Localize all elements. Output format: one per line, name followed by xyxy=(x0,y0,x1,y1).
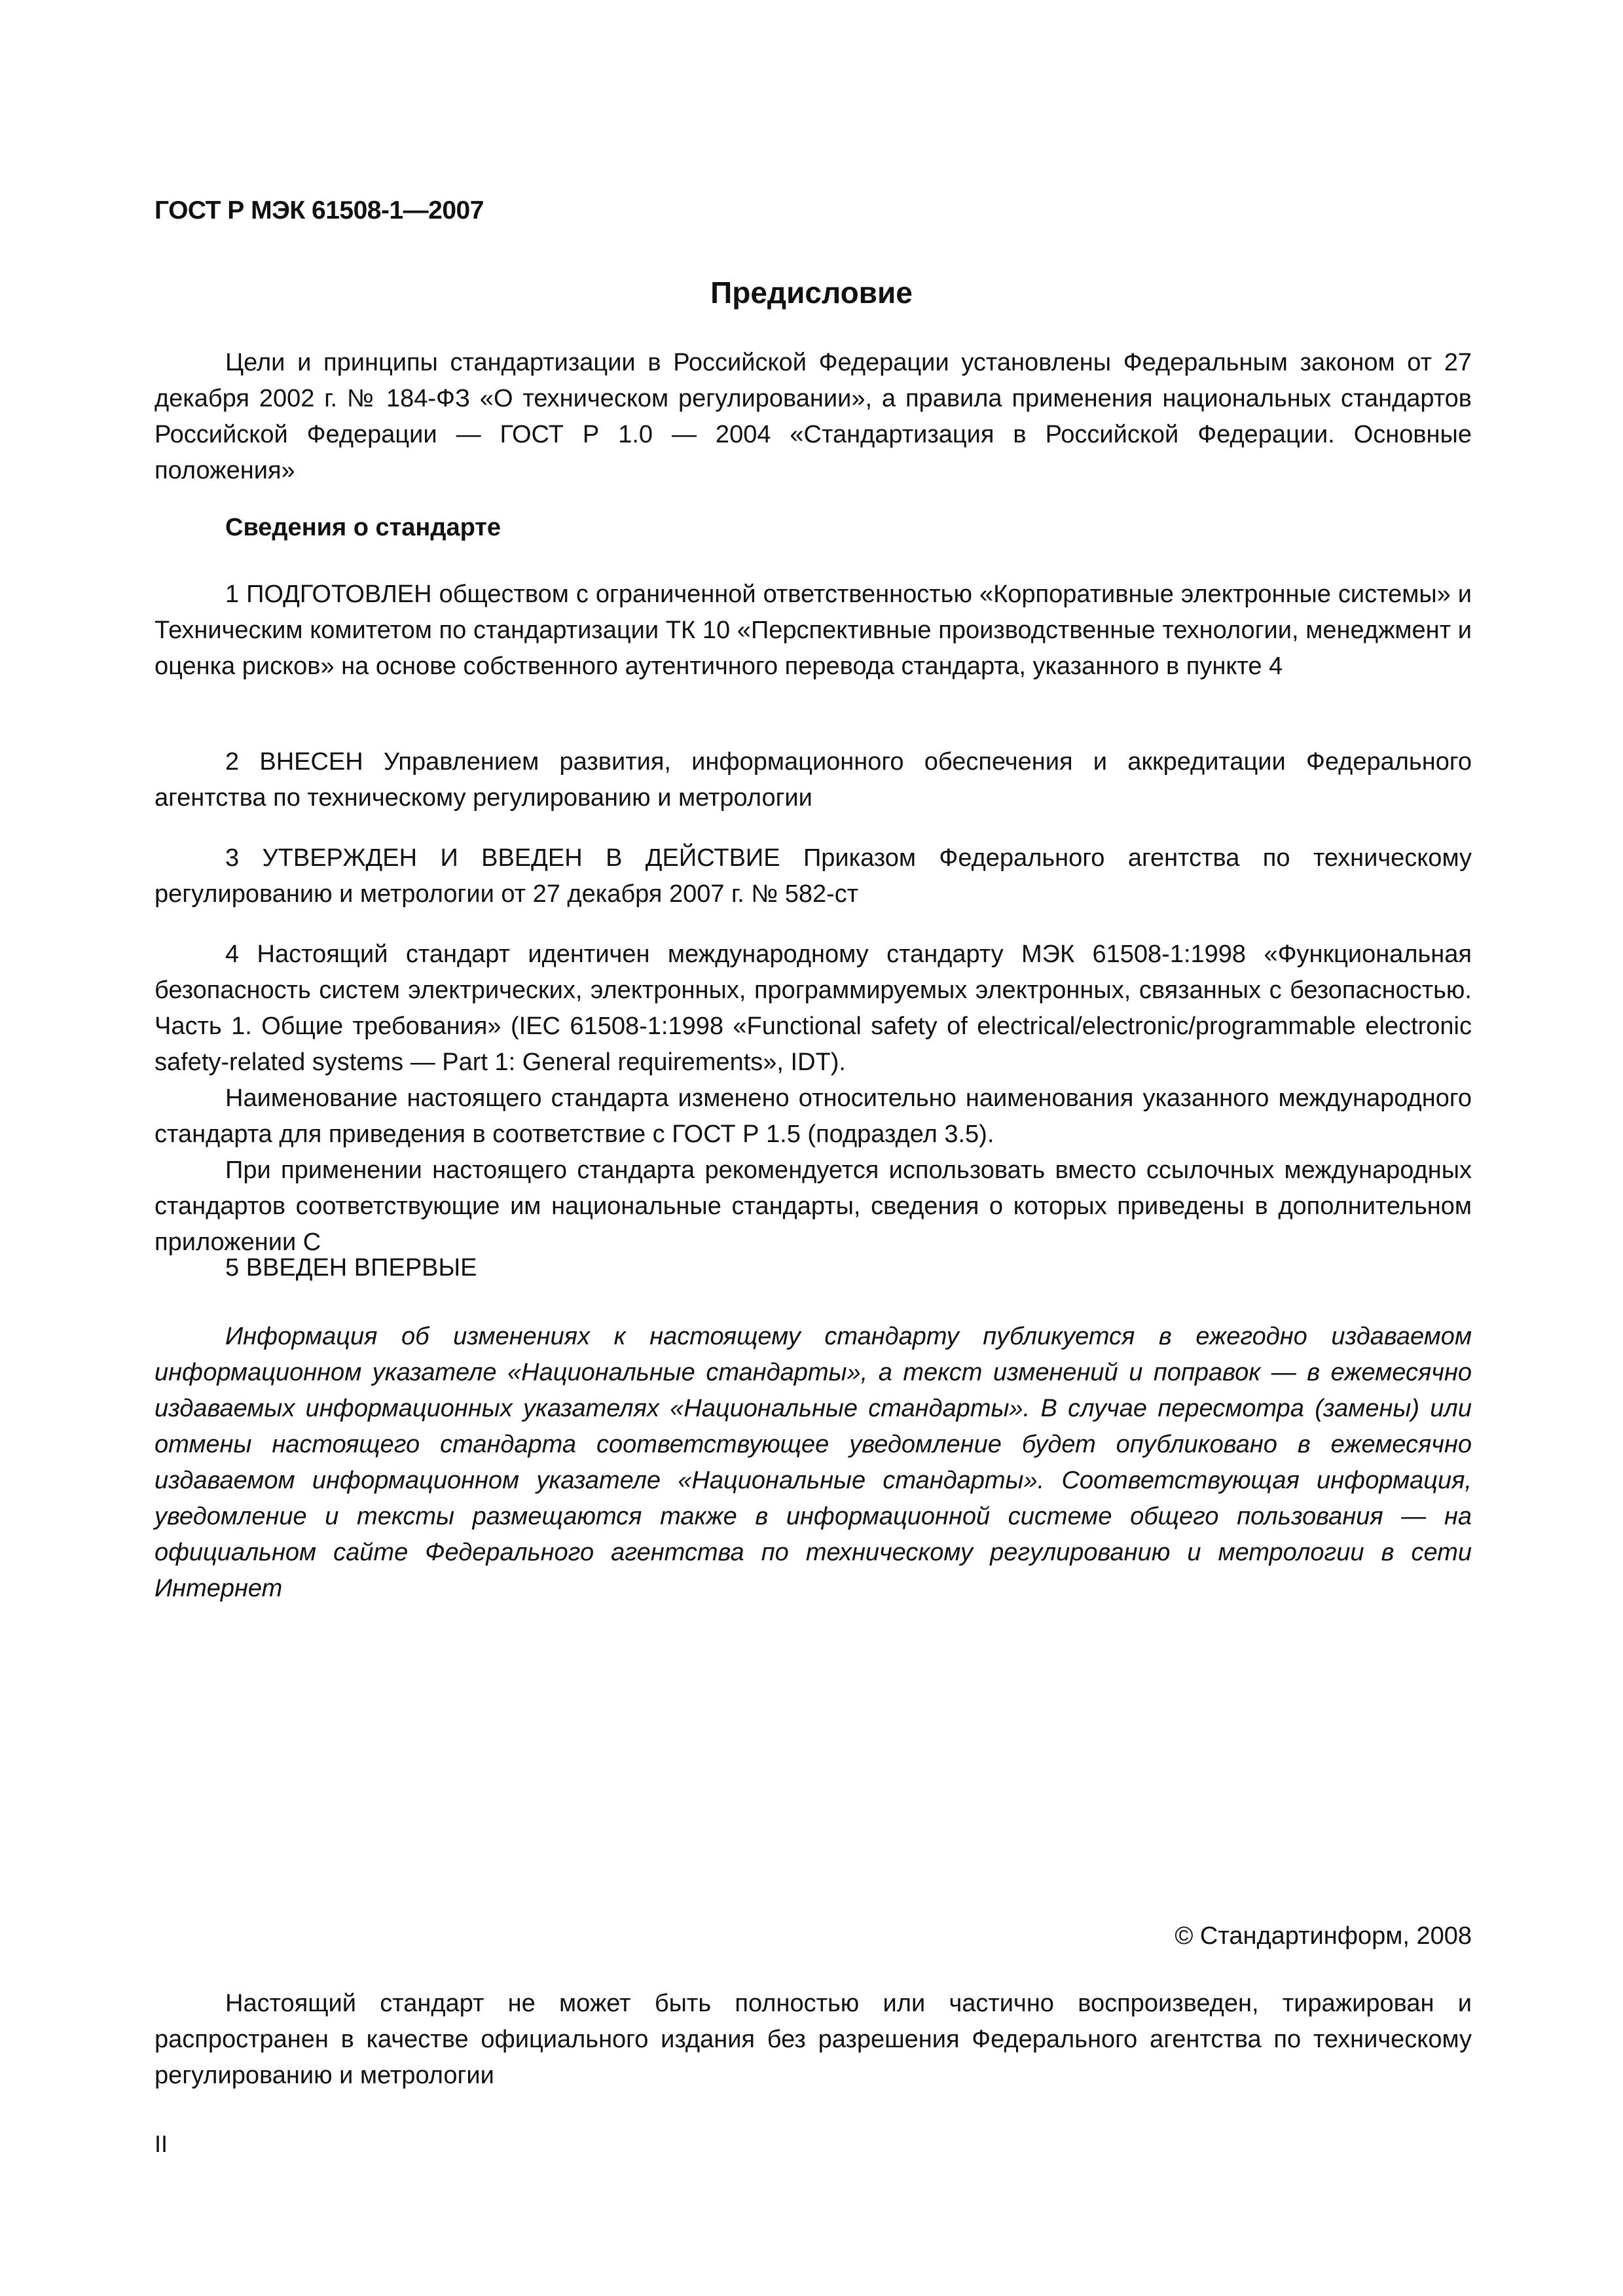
standard-info-item-4 xyxy=(155,937,1472,1261)
item-2-paragraph: 2 ВНЕСЕН Управлением развития, информационного обеспечения и аккредитации Федерального агентства по техническому регулированию и метрологии xyxy=(155,748,1472,812)
legal-notice-section xyxy=(155,1986,1472,2094)
item-4-paragraph-2: Наименование настоящего стандарта изменено относительно наименования указанного международного стандарта для приведения в соответствие с ГОСТ Р 1.5 (подраздел 3.5). xyxy=(155,1085,1472,1148)
page-number: II xyxy=(155,2130,168,2157)
item-4-paragraph: 4 Настоящий стандарт идентичен международному стандарту МЭК 61508-1:1998 «Функциональная безопасность систем электрических, электронных, программируемых электронных, связанных с безопасностью. Часть 1. Общие требования» (IEC 61508-1:1998 «Functional safety of electrical/electronic/programmable electronic safety-related systems — Part 1: General requirements», IDT). xyxy=(155,941,1472,1076)
item-5-paragraph: 5 ВВЕДЕН ВПЕРВЫЕ xyxy=(225,1254,477,1282)
item-1-paragraph: 1 ПОДГОТОВЛЕН обществом с ограниченной ответственностью «Корпоративные электронные системы» и Техническим комитетом по стандартизации ТК 10 «Перспективные производственные технологии, менеджмент и оценка рисков» на основе собственного аутентичного перевода стандарта, указанного в пункте 4 xyxy=(155,581,1472,680)
page-title: Предисловие xyxy=(710,276,913,310)
section-heading: Сведения о стандарте xyxy=(225,514,501,541)
standard-info-item-1 xyxy=(155,577,1472,685)
document-code-header: ГОСТ Р МЭК 61508-1—2007 xyxy=(155,196,484,224)
item-4-paragraph-3: При применении настоящего стандарта рекомендуется использовать вместо ссылочных международных стандартов соответствующие им национальные стандарты, сведения о которых приведены в дополнительном приложении С xyxy=(155,1157,1472,1256)
item-3-paragraph: 3 УТВЕРЖДЕН И ВВЕДЕН В ДЕЙСТВИЕ Приказом Федерального агентства по техническому регулированию и метрологии от 27 декабря 2007 г. № 582-ст xyxy=(155,844,1472,908)
standard-info-item-5 xyxy=(155,1250,1472,1286)
legal-notice-paragraph: Настоящий стандарт не может быть полностью или частично воспроизведен, тиражирован и распространен в качестве официального издания без разрешения Федерального агентства по техническому регулированию и метрологии xyxy=(155,1990,1472,2089)
intro-paragraph: Цели и принципы стандартизации в Российской Федерации установлены Федеральным законом от 27 декабря 2002 г. № 184-ФЗ «О техническом регулировании», а правила применения национальных стандартов Российской Федерации — ГОСТ Р 1.0 — 2004 «Стандартизация в Российской Федерации. Основные положения» xyxy=(155,349,1472,484)
standard-info-item-2 xyxy=(155,744,1472,816)
intro-section xyxy=(155,345,1472,489)
copyright-notice: © Стандартинформ, 2008 xyxy=(1175,1922,1472,1950)
change-notice-paragraph: Информация об изменениях к настоящему стандарту публикуется в ежегодно издаваемом информационном указателе «Национальные стандарты», а текст изменений и поправок — в ежемесячно издаваемых информационных указателях «Национальные стандарты». В случае пересмотра (замены) или отмены настоящего стандарта соответствующее уведомление будет опубликовано в ежемесячно издаваемом информационном указателе «Национальные стандарты». Соответствующая информация, уведомление и тексты размещаются также в информационной системе общего пользования — на официальном сайте Федерального агентства по техническому регулированию и метрологии в сети Интернет xyxy=(155,1323,1472,1602)
standard-info-item-3 xyxy=(155,840,1472,912)
change-notice-section xyxy=(155,1319,1472,1607)
